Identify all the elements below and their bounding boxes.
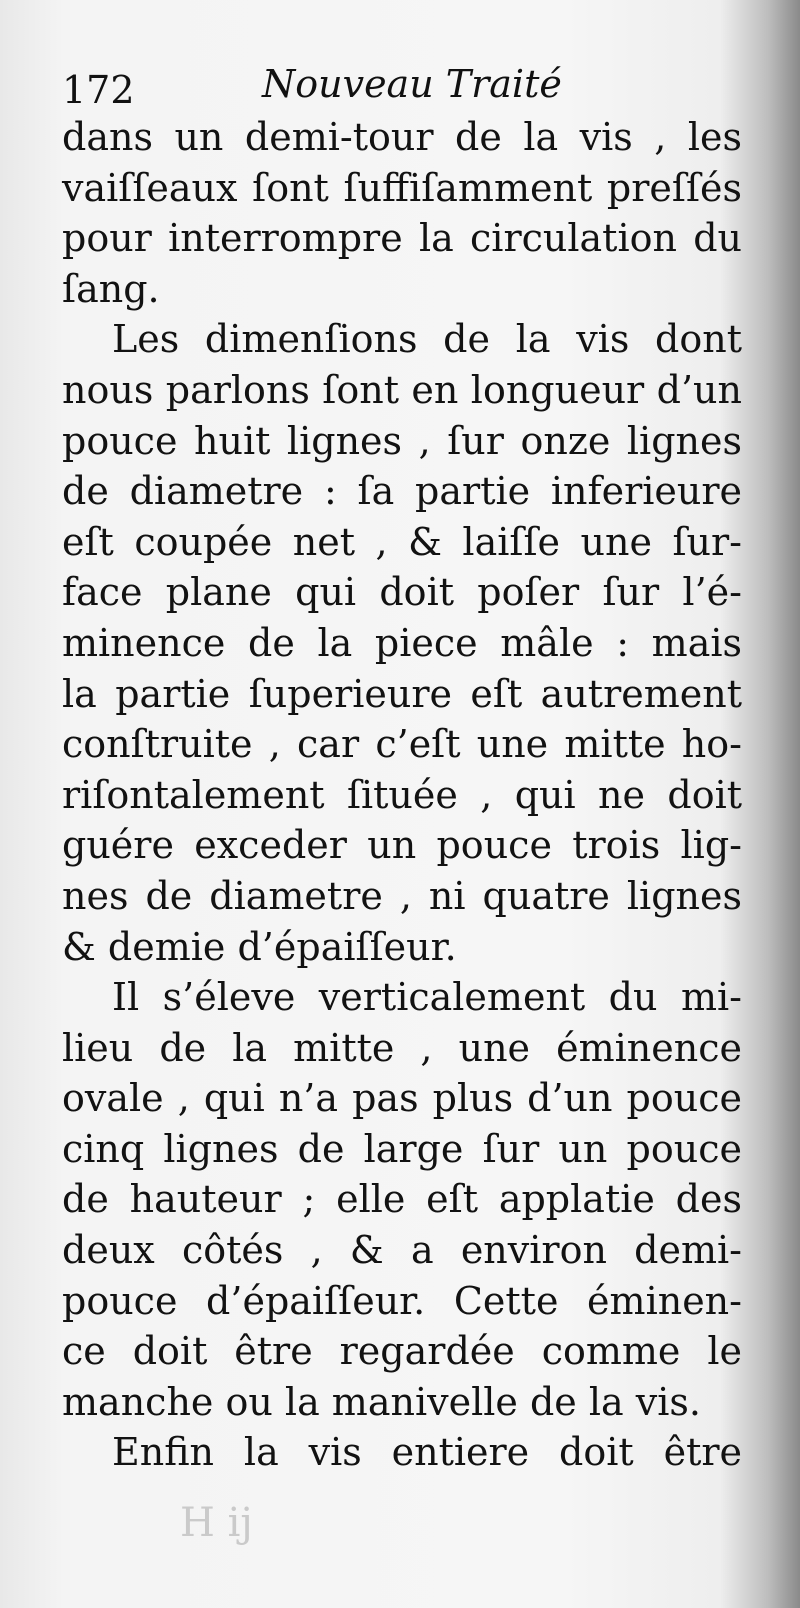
text-line: ce doit être regardée comme le [62, 1329, 742, 1374]
text-line: dans un demi-tour de la vis , les [62, 115, 742, 159]
text-line: pouce huit lignes , ſur onze lignes [62, 418, 742, 463]
text-line: nes de diametre , ni quatre lignes [62, 873, 742, 918]
text-line: manche ou la manivelle de la vis. [62, 1379, 701, 1424]
text-line: la partie ſuperieure eſt autrement [62, 671, 742, 716]
text-line: eſt coupée net , & laiſſe une ſur- [62, 519, 742, 564]
text-line: face plane qui doit poſer ſur l’é- [62, 570, 742, 615]
text-line: vaiſſeaux ſont ſuffiſamment preſſés [62, 165, 742, 210]
text-line: de diametre : ſa partie inferieure [62, 469, 742, 514]
text-line: guére exceder un pouce trois lig- [62, 823, 742, 868]
text-line: nous parlons ſont en longueur d’un [62, 367, 742, 412]
text-line: deux côtés , & a environ demi- [62, 1228, 742, 1273]
text-line: ovale , qui n’a pas plus d’un pouce [62, 1076, 742, 1121]
text-line: Les dimenſions de la vis dont [112, 317, 742, 362]
text-line: lieu de la mitte , une éminence [62, 1025, 742, 1070]
text-line: Enfin la vis entiere doit être [112, 1430, 742, 1475]
text-line: Il s’éleve verticalement du mi- [112, 975, 742, 1020]
text-line: riſontalement ſituée , qui ne doit [62, 772, 742, 817]
text-line: conſtruite , car c’eſt une mitte ho- [62, 722, 742, 767]
text-line: cinq lignes de large ſur un pouce [62, 1126, 742, 1171]
text-line: pouce d’épaiſſeur. Cette éminen- [62, 1278, 742, 1323]
page-number: 172 [62, 68, 135, 112]
running-head: Nouveau Traité [262, 62, 562, 106]
text-line: de hauteur ; elle eſt applatie des [62, 1177, 742, 1222]
text-line: pour interrompre la circulation du [62, 216, 742, 261]
text-line: minence de la piece mâle : mais [62, 620, 742, 665]
body-text [62, 112, 742, 1478]
text-line: & demie d’épaiſſeur. [62, 924, 457, 969]
bleed-through-signature: H ij [180, 1500, 253, 1546]
text-line: ſang. [62, 266, 160, 311]
